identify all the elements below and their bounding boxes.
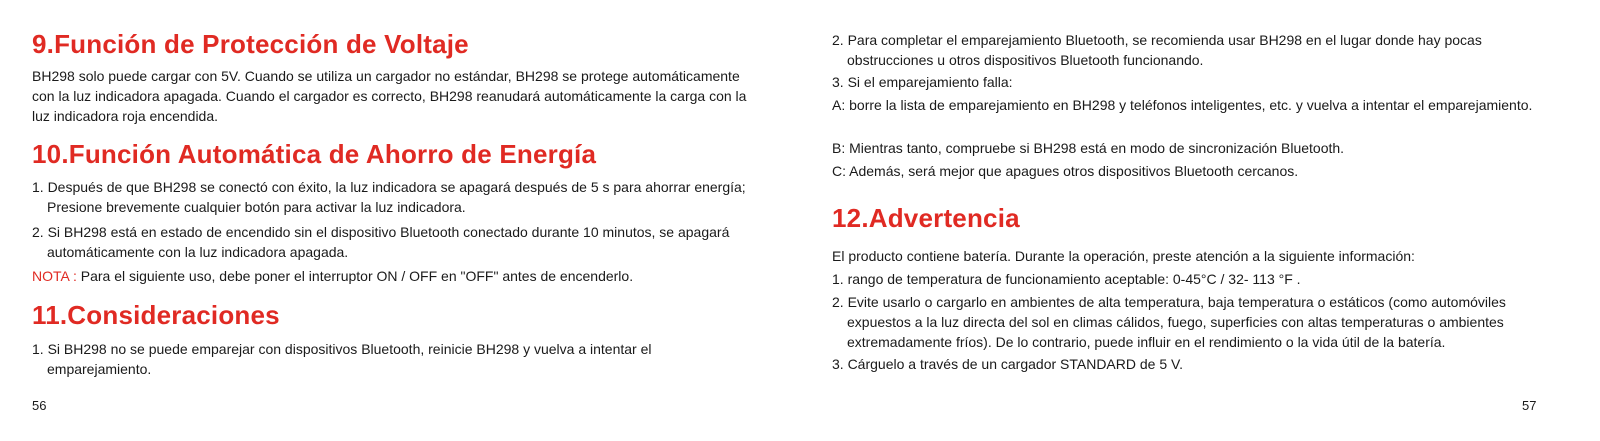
- section-11-item-3: 3. Si el emparejamiento falla:: [832, 74, 1013, 90]
- section-10-item-2: 2. Si BH298 está en estado de encendido sin el dispositivo Bluetooth conectado durante 10 minutos, se apagará automáticamente con la luz indicadora apagada.: [32, 224, 730, 260]
- section-11-item-c: C: Además, será mejor que apagues otros dispositivos Bluetooth cercanos.: [832, 163, 1299, 179]
- section-12-item-3: 3. Cárguelo a través de un cargador STANDARD de 5 V.: [832, 356, 1183, 372]
- section-10-title: 10.Función Automática de Ahorro de Energía: [32, 139, 597, 169]
- section-11-item-b: B: Mientras tanto, compruebe si BH298 está en modo de sincronización Bluetooth.: [832, 140, 1345, 156]
- section-9-body: BH298 solo puede cargar con 5V. Cuando se utiliza un cargador no estándar, BH298 se protege automáticamente con la luz indicadora apagada. Cuando el cargador es correcto, BH298 reanudará automáticamente la carga con la luz indicadora roja encendida.: [32, 68, 747, 124]
- section-11-title: 11.Consideraciones: [32, 300, 280, 330]
- section-12-title: 12.Advertencia: [832, 203, 1020, 233]
- section-11-item-a: A: borre la lista de emparejamiento en BH298 y teléfonos inteligentes, etc. y vuelva a intentar el emparejamiento.: [832, 97, 1533, 113]
- section-10-item-1: 1. Después de que BH298 se conectó con éxito, la luz indicadora se apagará después de 5 s para ahorrar energía; Presione brevemente cualquier botón para activar la luz indicadora.: [32, 179, 746, 215]
- note-text: Para el siguiente uso, debe poner el interruptor ON / OFF en "OFF" antes de encenderlo.: [80, 268, 634, 284]
- page-number-right: 57: [1522, 398, 1537, 413]
- section-12-item-2: 2. Evite usarlo o cargarlo en ambientes de alta temperatura, baja temperatura o estáticos (como automóviles expuestos a la luz directa del sol en climas cálidos, fuego, superficies con altas temperaturas o ambientes extremadamente fríos). De lo contrario, puede influir en el rendimiento o la vida útil de la batería.: [832, 294, 1506, 350]
- section-12-intro: El producto contiene batería. Durante la operación, preste atención a la siguiente información:: [832, 248, 1415, 264]
- section-10-note: [32, 266, 633, 286]
- section-12-item-1: 1. rango de temperatura de funcionamiento aceptable: 0-45°C / 32- 113 °F .: [832, 271, 1301, 287]
- section-11-item-2: 2. Para completar el emparejamiento Bluetooth, se recomienda usar BH298 en el lugar donde hay pocas obstrucciones u otros dispositivos Bluetooth funcionando.: [832, 32, 1482, 68]
- note-label: NOTA :: [32, 268, 81, 284]
- section-9-title: 9.Función de Protección de Voltaje: [32, 29, 469, 59]
- section-11-item-1: 1. Si BH298 no se puede emparejar con dispositivos Bluetooth, reinicie BH298 y vuelva a intentar el emparejamiento.: [32, 341, 652, 377]
- page-number-left: 56: [32, 398, 47, 413]
